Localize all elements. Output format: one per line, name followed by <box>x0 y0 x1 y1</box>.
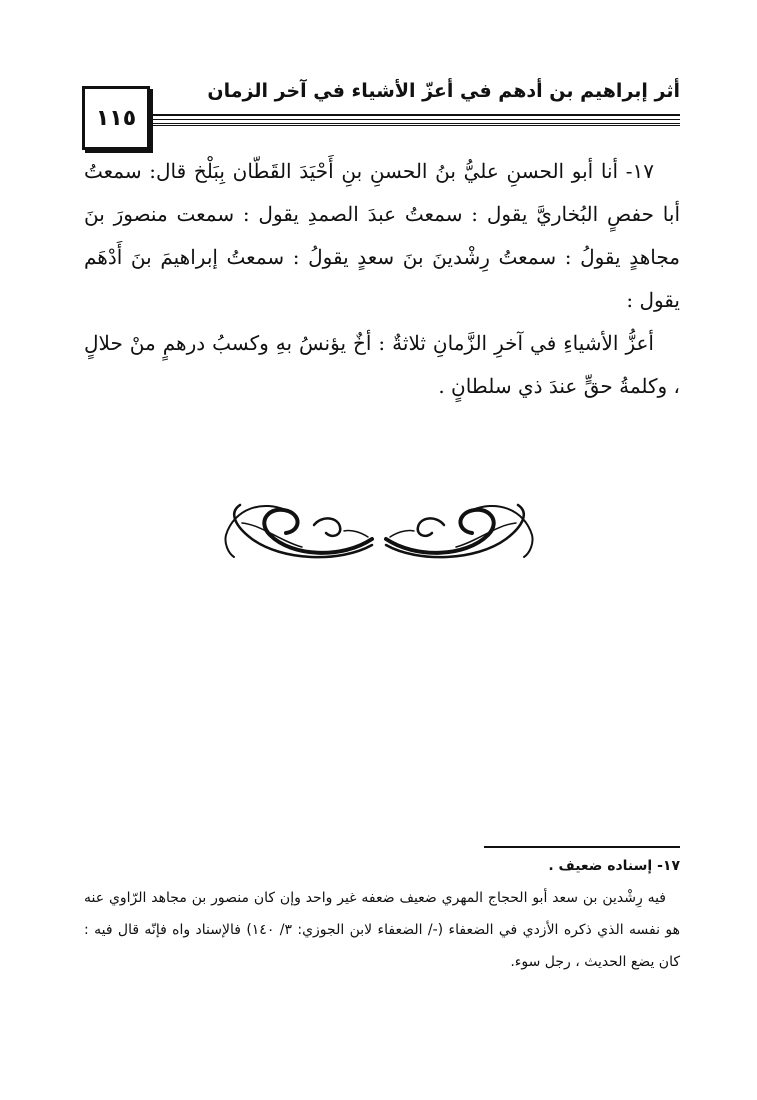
running-title: أثر إبراهيم بن أدهم في أعزّ الأشياء في آخر الزمان <box>207 80 680 102</box>
footnote-body: فيه رِشْدين بن سعد أبو الحجاج المهري ضعيف ضعفه غير واحد وإن كان منصور بن مجاهد الرّاوي عنه هو نفسه الذي ذكره الأزدي في الضعفاء (-/ الضعفاء لابن الجوزي: ٣/ ١٤٠) فالإسناد واه فإنّه قال فيه : كان يضع الحديث ، رجل سوء. <box>84 890 680 970</box>
main-text <box>84 150 680 408</box>
page-number-box <box>82 86 150 150</box>
header-rule-thin <box>148 119 680 120</box>
footnotes <box>84 850 680 978</box>
header-rule <box>148 114 680 116</box>
page-number: ١١٥ <box>95 105 137 131</box>
footnote-separator <box>484 846 680 848</box>
hadith-matn-paragraph: أعزُّ الأشياءِ في آخرِ الزَّمانِ ثلاثةٌ : أخٌ يؤنسُ بهِ وكسبُ درهمٍ منْ حلالٍ ، وكلمةُ حقٍّ عندَ ذي سلطانٍ . <box>84 331 680 398</box>
page-header <box>82 72 680 152</box>
hadith-isnad-paragraph: ١٧- أنا أبو الحسنِ عليُّ بنُ الحسنِ بنِ أَحْيَدَ القَطّان بِبَلْخ قال: سمعتُ أبا حفصٍ البُخاريَّ يقول : سمعتُ عبدَ الصمدِ يقول : سمعت منصورَ بنَ مجاهدٍ يقولُ : سمعتُ رِشْدينَ بنَ سعدٍ يقولُ : سمعتُ إبراهيمَ بنَ أَدْهَم يقول : <box>84 159 680 312</box>
footnote-heading: ١٧- إسناده ضعيف . <box>548 858 680 874</box>
decorative-ornament-icon <box>222 495 536 563</box>
header-rule-double <box>148 123 680 126</box>
